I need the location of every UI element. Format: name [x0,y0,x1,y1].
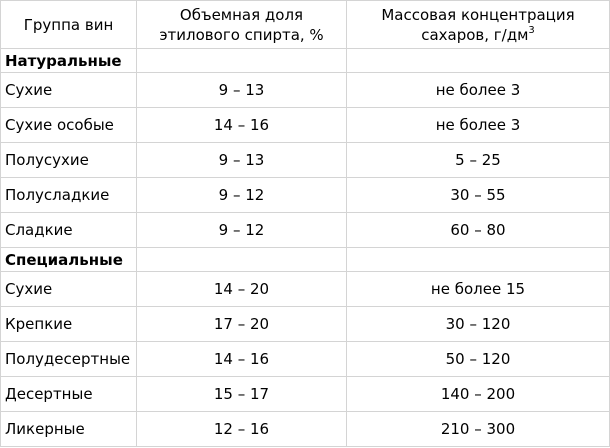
alcohol-cell: 12 – 16 [137,412,347,447]
section-title-row [1,248,610,272]
header-alcohol-line2: этилового спирта, % [159,25,324,44]
table-row [1,412,610,447]
section-empty-cell [137,248,347,272]
sugar-cell: 5 – 25 [347,143,610,178]
wine-name-cell: Десертные [1,377,137,412]
table-row [1,73,610,108]
header-sugar-superscript: 3 [528,24,535,36]
table-row [1,178,610,213]
alcohol-cell: 9 – 12 [137,178,347,213]
table-row [1,143,610,178]
header-sugar-line2-wrap [347,25,609,45]
sugar-cell: 60 – 80 [347,213,610,248]
sugar-cell: 30 – 120 [347,307,610,342]
wine-name-cell: Сухие [1,272,137,307]
header-sugar-line2: сахаров, г/дм [421,25,529,44]
table-row [1,108,610,143]
header-wine-group-text: Группа вин [23,15,114,34]
sugar-cell: 30 – 55 [347,178,610,213]
alcohol-cell: 9 – 13 [137,73,347,108]
table-row [1,307,610,342]
section-empty-cell [347,248,610,272]
header-wine-group [1,1,137,49]
wine-name-cell: Крепкие [1,307,137,342]
wine-name-cell: Полусладкие [1,178,137,213]
section-empty-cell [347,49,610,73]
header-sugar-line1: Массовая концентрация [381,5,575,24]
header-alcohol [137,1,347,49]
section-title: Специальные [1,248,137,272]
alcohol-cell: 15 – 17 [137,377,347,412]
section-empty-cell [137,49,347,73]
section-title-row [1,49,610,73]
alcohol-cell: 14 – 16 [137,108,347,143]
alcohol-cell: 9 – 13 [137,143,347,178]
alcohol-cell: 14 – 20 [137,272,347,307]
wine-name-cell: Ликерные [1,412,137,447]
table-row [1,213,610,248]
table-row [1,272,610,307]
wine-name-cell: Сухие особые [1,108,137,143]
section-title: Натуральные [1,49,137,73]
table-header-row [1,1,610,49]
sugar-cell: 210 – 300 [347,412,610,447]
wine-name-cell: Полудесертные [1,342,137,377]
wine-name-cell: Сладкие [1,213,137,248]
sugar-cell: не более 3 [347,73,610,108]
alcohol-cell: 17 – 20 [137,307,347,342]
wine-name-cell: Сухие [1,73,137,108]
sugar-cell: 50 – 120 [347,342,610,377]
table-row [1,377,610,412]
header-sugar [347,1,610,49]
header-alcohol-line1: Объемная доля [179,5,304,24]
table-row [1,342,610,377]
wine-name-cell: Полусухие [1,143,137,178]
sugar-cell: не более 15 [347,272,610,307]
alcohol-cell: 14 – 16 [137,342,347,377]
sugar-cell: не более 3 [347,108,610,143]
alcohol-cell: 9 – 12 [137,213,347,248]
sugar-cell: 140 – 200 [347,377,610,412]
